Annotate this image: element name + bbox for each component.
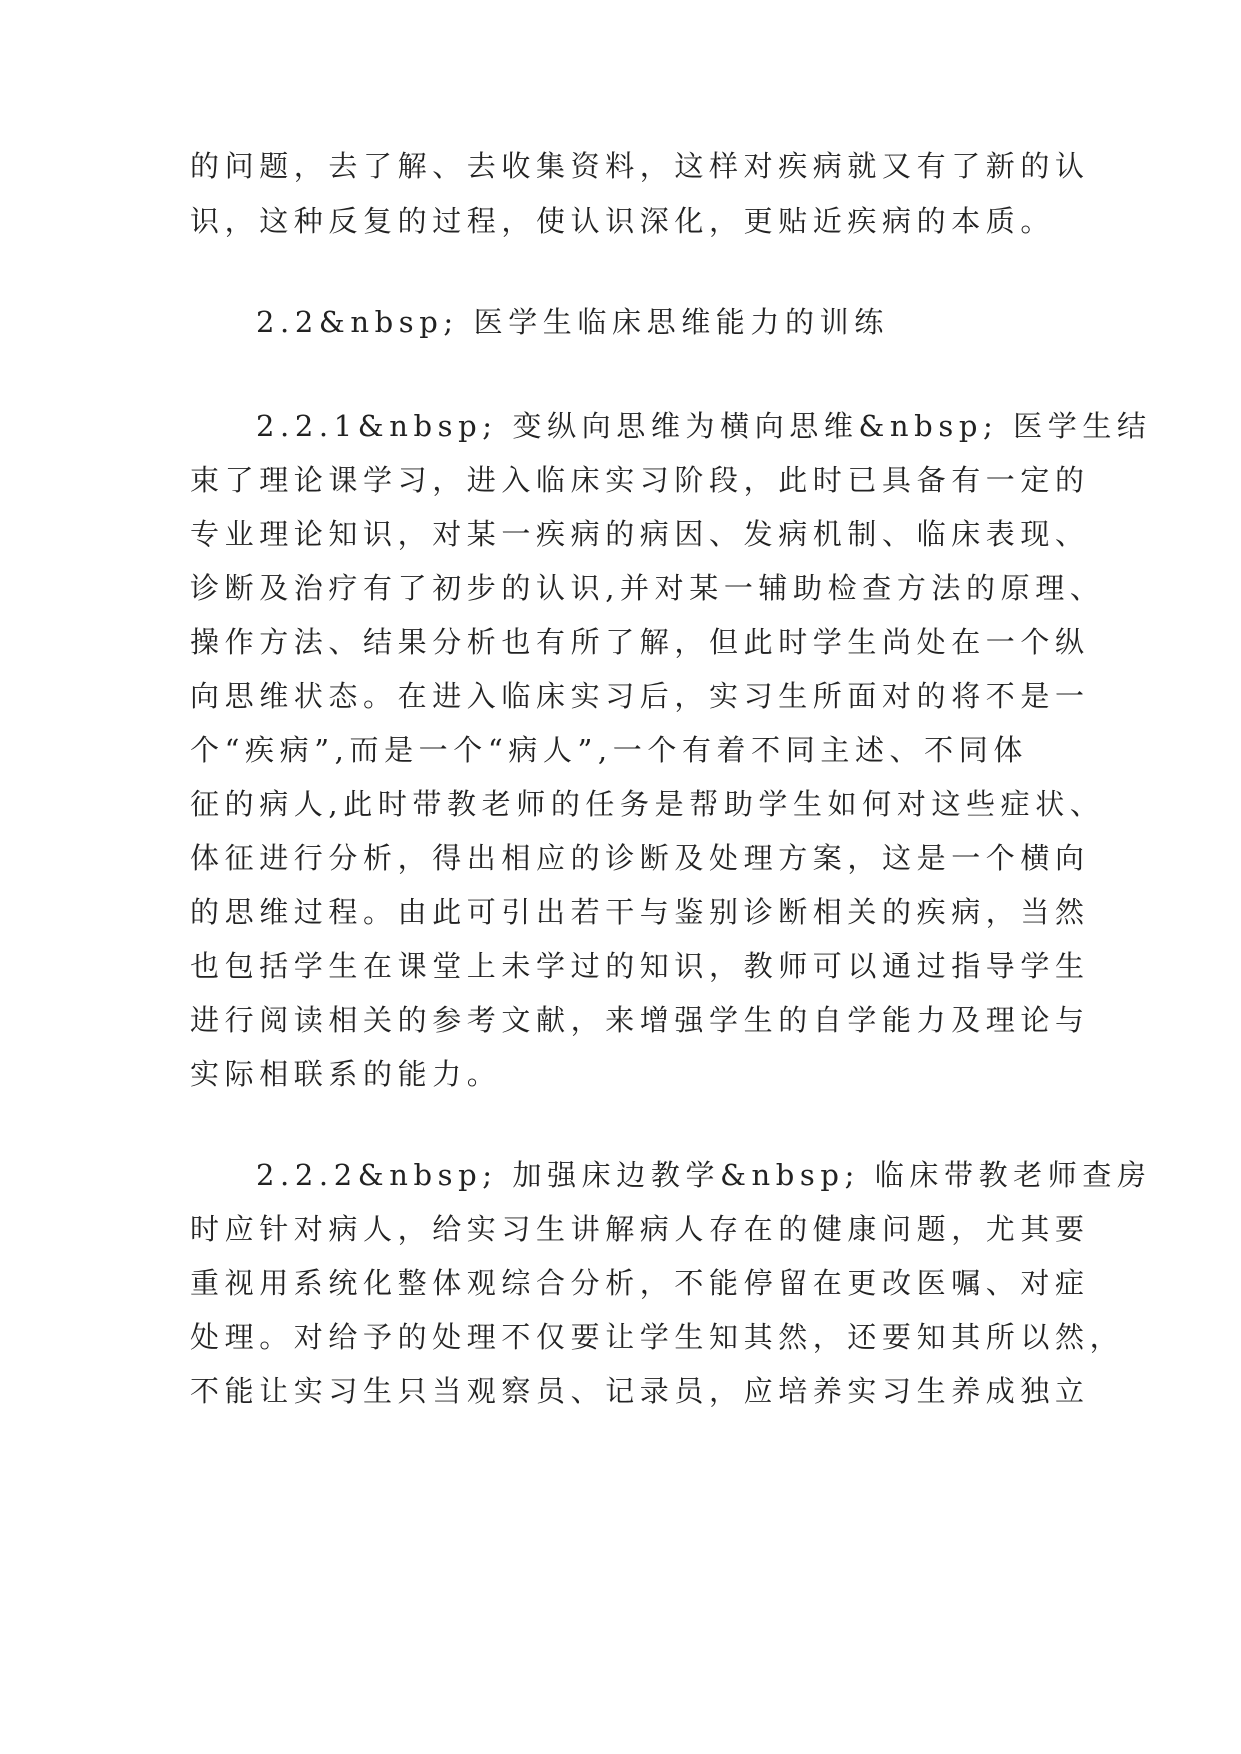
body-text-line: 实际相联系的能力。: [190, 1057, 502, 1091]
body-text-line: 个“疾病”,而是一个“病人”,一个有着不同主述、不同体: [190, 733, 1028, 767]
body-text-line: 处理。对给予的处理不仅要让学生知其然，还要知其所以然，: [190, 1320, 1125, 1354]
section-heading: 2.2&nbsp; 医学生临床思维能力的训练: [256, 305, 889, 339]
body-text-line: 2.2.1&nbsp; 变纵向思维为横向思维&nbsp; 医学生结: [256, 409, 1152, 443]
body-text-line: 也包括学生在课堂上未学过的知识，教师可以通过指导学生: [190, 949, 1090, 983]
body-text-line: 诊断及治疗有了初步的认识,并对某一辅助检查方法的原理、: [190, 571, 1105, 605]
body-text-line: 向思维状态。在进入临床实习后，实习生所面对的将不是一: [190, 679, 1090, 713]
body-text-line: 不能让实习生只当观察员、记录员，应培养实习生养成独立: [190, 1374, 1090, 1408]
body-text-line: 操作方法、结果分析也有所了解，但此时学生尚处在一个纵: [190, 625, 1090, 659]
body-text-line: 的问题，去了解、去收集资料，这样对疾病就又有了新的认: [190, 149, 1090, 183]
body-text-line: 进行阅读相关的参考文献，来增强学生的自学能力及理论与: [190, 1003, 1090, 1037]
body-text-line: 征的病人,此时带教老师的任务是帮助学生如何对这些症状、: [190, 787, 1105, 821]
body-text-line: 重视用系统化整体观综合分析，不能停留在更改医嘱、对症: [190, 1266, 1090, 1300]
body-text-line: 的思维过程。由此可引出若干与鉴别诊断相关的疾病，当然: [190, 895, 1090, 929]
body-text-line: 专业理论知识，对某一疾病的病因、发病机制、临床表现、: [190, 517, 1090, 551]
body-text-line: 识，这种反复的过程，使认识深化，更贴近疾病的本质。: [190, 204, 1056, 238]
body-text-line: 2.2.2&nbsp; 加强床边教学&nbsp; 临床带教老师查房: [256, 1158, 1152, 1192]
body-text-line: 体征进行分析，得出相应的诊断及处理方案，这是一个横向: [190, 841, 1090, 875]
body-text-line: 束了理论课学习，进入临床实习阶段，此时已具备有一定的: [190, 463, 1090, 497]
body-text-line: 时应针对病人，给实习生讲解病人存在的健康问题，尤其要: [190, 1212, 1090, 1246]
